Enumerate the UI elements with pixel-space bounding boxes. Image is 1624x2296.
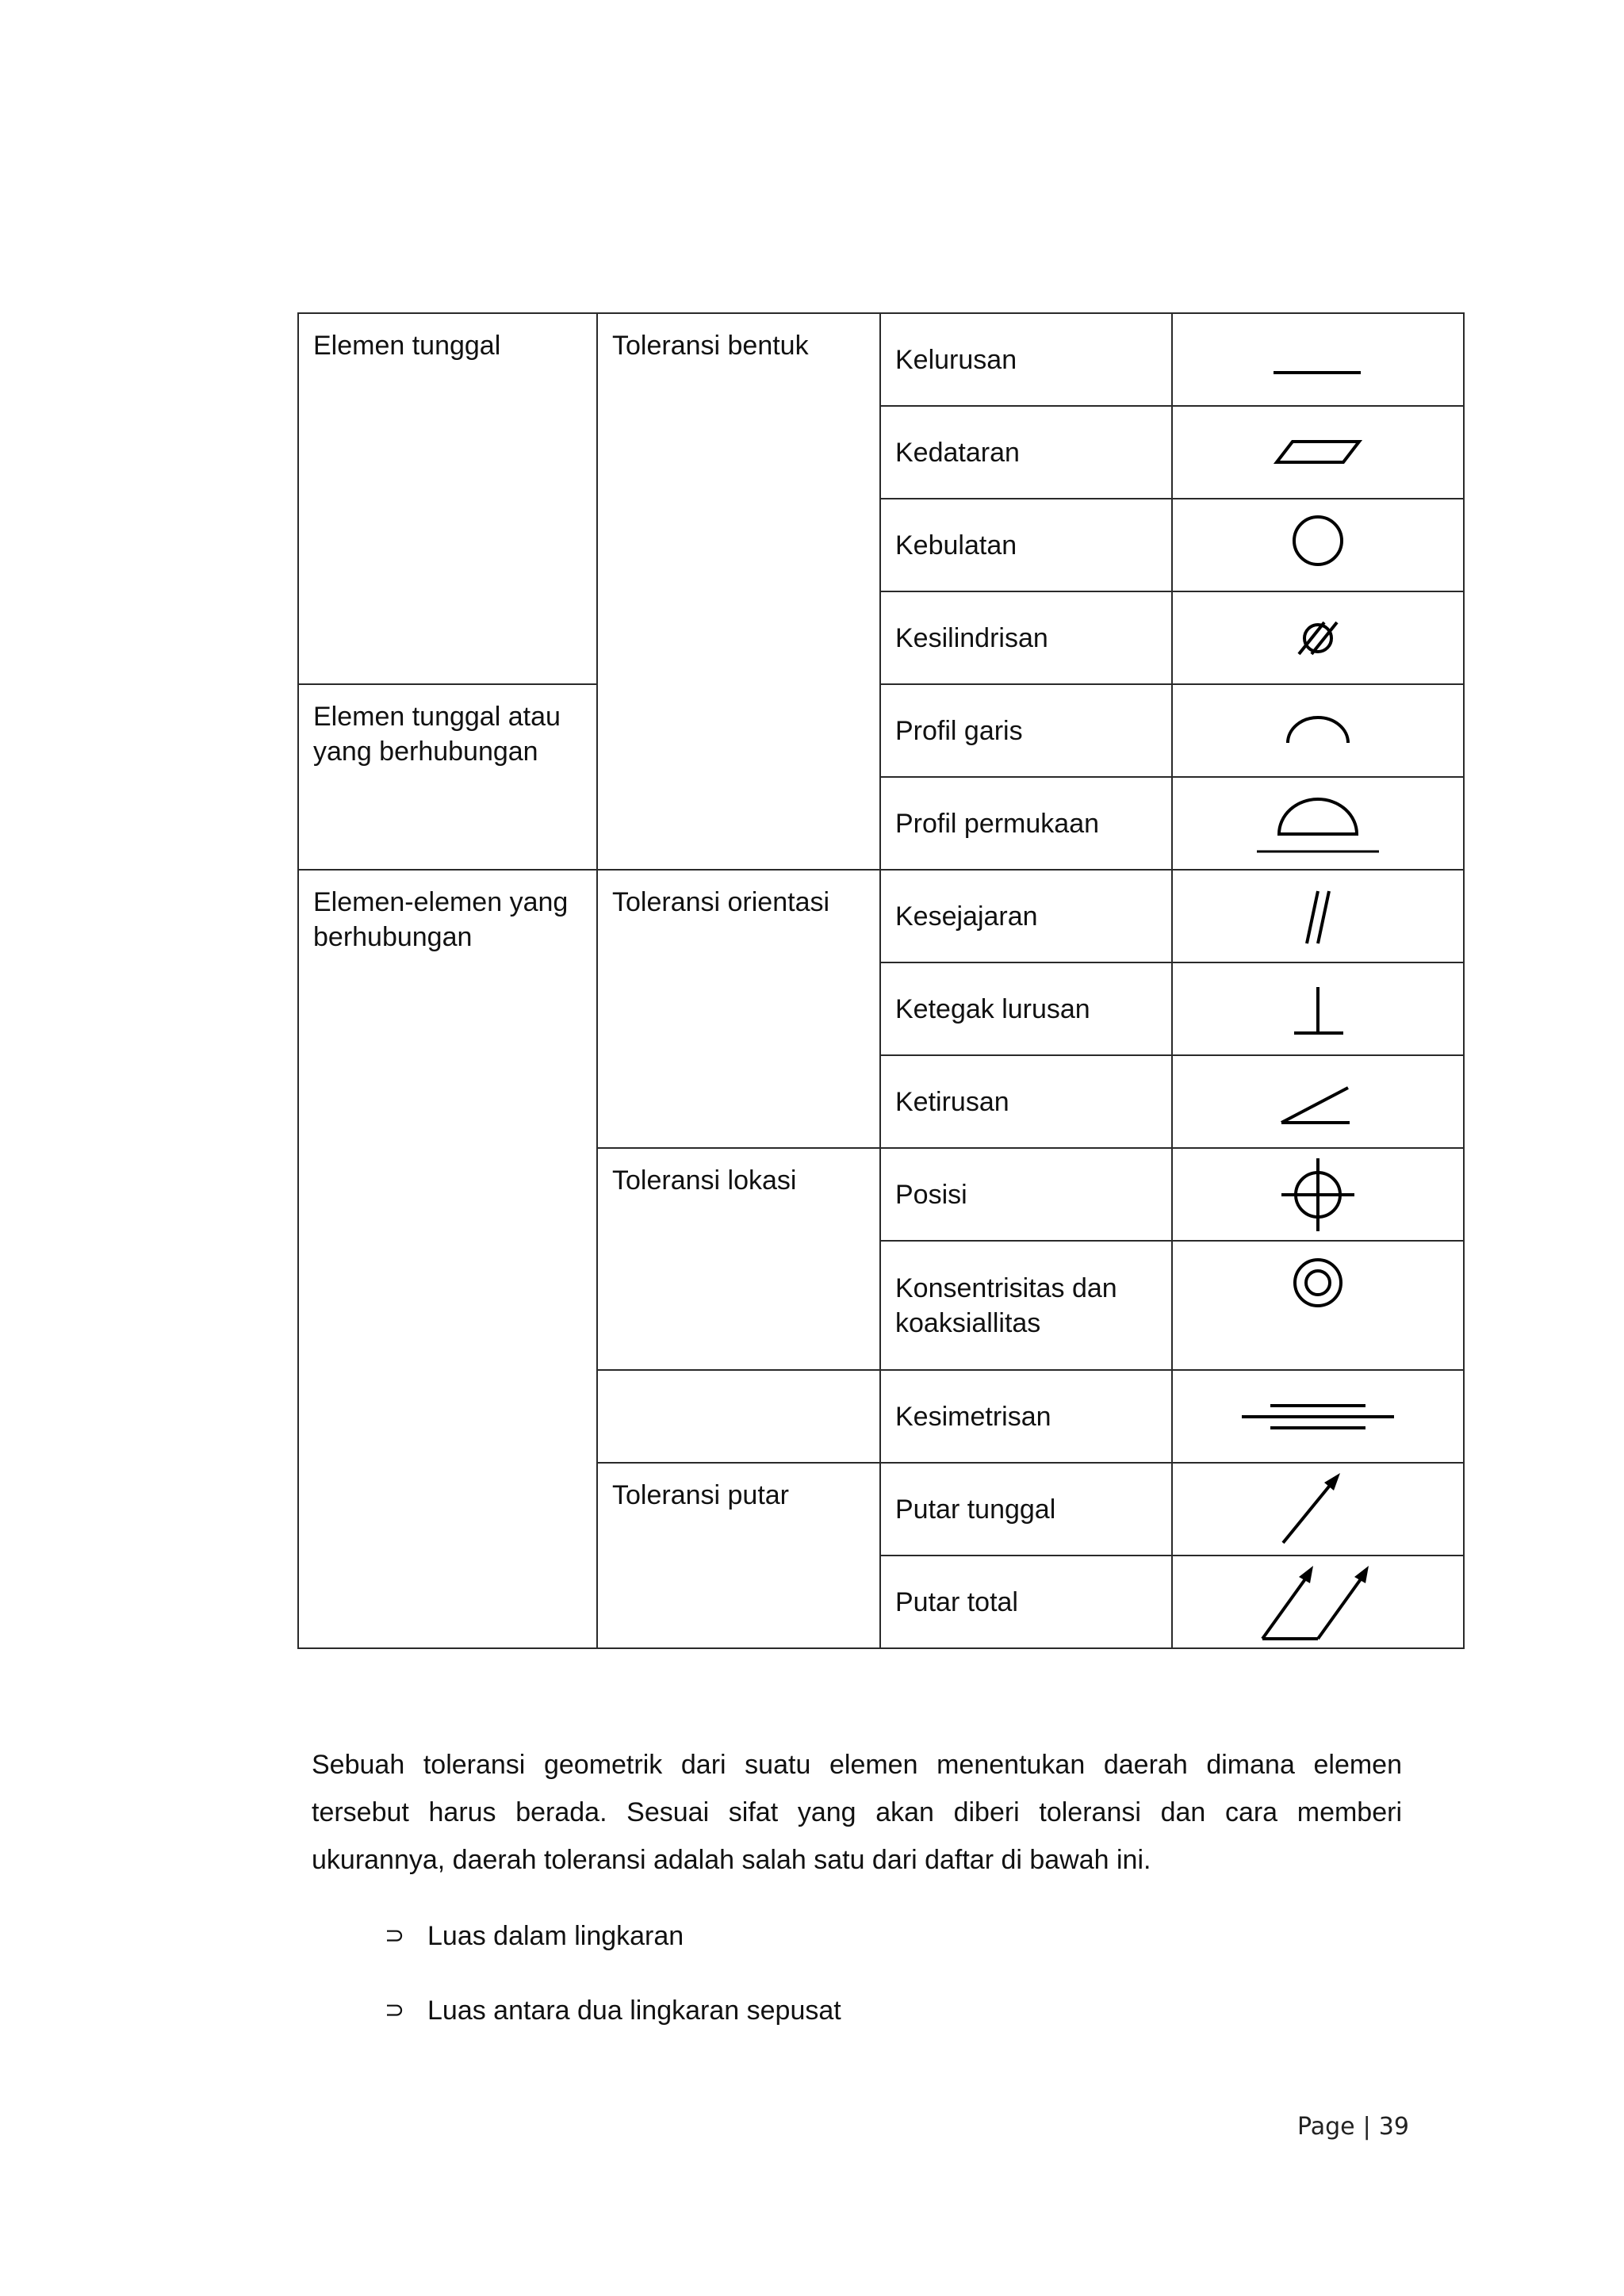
category-cell xyxy=(298,870,597,1648)
characteristic-cell xyxy=(880,1370,1172,1463)
bullet-item xyxy=(385,1993,841,2030)
group-label: Toleransi bentuk xyxy=(612,331,809,361)
tolerance-symbol-table xyxy=(297,312,1465,1649)
symbol-cell xyxy=(1172,406,1464,499)
position-icon xyxy=(1270,1155,1365,1234)
characteristic-cell xyxy=(880,870,1172,962)
characteristic-cell xyxy=(880,591,1172,684)
characteristic-cell xyxy=(880,499,1172,591)
characteristic-label: Kedataran xyxy=(895,437,1020,468)
characteristic-label: Putar tunggal xyxy=(895,1494,1056,1525)
group-label: Toleransi orientasi xyxy=(612,887,830,917)
characteristic-cell xyxy=(880,1055,1172,1148)
group-cell xyxy=(597,313,880,870)
symmetry-icon xyxy=(1239,1393,1397,1441)
symbol-cell xyxy=(1172,1370,1464,1463)
circular-runout-icon xyxy=(1270,1470,1365,1549)
straightness-icon xyxy=(1270,336,1365,384)
characteristic-cell xyxy=(880,1463,1172,1556)
characteristic-label: Konsentrisitas dan koaksiallitas xyxy=(895,1272,1117,1338)
characteristic-label: Profil garis xyxy=(895,715,1023,746)
characteristic-cell xyxy=(880,1148,1172,1241)
angularity-icon xyxy=(1270,1070,1365,1134)
symbol-cell xyxy=(1172,1556,1464,1648)
characteristic-label: Kesejajaran xyxy=(895,901,1038,932)
concentricity-icon xyxy=(1270,1253,1365,1316)
characteristic-label: Kesimetrisan xyxy=(895,1401,1051,1432)
characteristic-cell xyxy=(880,684,1172,777)
characteristic-cell xyxy=(880,1556,1172,1648)
category-cell xyxy=(298,313,597,684)
surface-profile-icon xyxy=(1251,788,1385,859)
symbol-cell xyxy=(1172,1055,1464,1148)
symbol-cell xyxy=(1172,777,1464,870)
parallelism-icon xyxy=(1270,885,1365,948)
symbol-cell xyxy=(1172,962,1464,1055)
symbol-cell xyxy=(1172,684,1464,777)
flatness-icon xyxy=(1270,429,1365,476)
bullet-text: Luas dalam lingkaran xyxy=(427,1921,684,1951)
category-label: Elemen tunggal xyxy=(313,331,501,361)
cylindricity-icon xyxy=(1270,614,1365,662)
curved-arrow-bullet-icon: ⊃ xyxy=(385,1923,405,1949)
symbol-cell xyxy=(1172,870,1464,962)
characteristic-cell xyxy=(880,406,1172,499)
category-cell xyxy=(298,684,597,870)
line-profile-icon xyxy=(1270,703,1365,759)
characteristic-cell xyxy=(880,962,1172,1055)
symbol-cell xyxy=(1172,591,1464,684)
characteristic-label: Posisi xyxy=(895,1179,967,1210)
characteristic-label: Ketegak lurusan xyxy=(895,993,1090,1024)
characteristic-cell xyxy=(880,313,1172,406)
page-footer xyxy=(1297,2113,1409,2141)
category-label: Elemen tunggal atau yang berhubungan xyxy=(313,702,561,767)
symbol-cell xyxy=(1172,1463,1464,1556)
characteristic-label: Kesilindrisan xyxy=(895,622,1048,653)
group-label: Toleransi putar xyxy=(612,1480,790,1510)
group-cell xyxy=(597,1148,880,1370)
total-runout-icon xyxy=(1254,1563,1381,1642)
characteristic-label: Kebulatan xyxy=(895,530,1017,561)
bullet-item xyxy=(385,1919,684,1955)
category-label: Elemen-elemen yang berhubungan xyxy=(313,887,569,952)
characteristic-label: Profil permukaan xyxy=(895,808,1100,839)
body-paragraph: Sebuah toleransi geometrik dari suatu elemen menentukan daerah dimana elemen tersebut harus berada. Sesuai sifat yang akan diberi toleransi dan cara memberi ukurannya, daerah toleransi adalah salah satu dari daftar di bawah ini. xyxy=(312,1750,1402,1875)
page-label: Page xyxy=(1297,2113,1355,2141)
footer-separator: | xyxy=(1362,2113,1371,2141)
characteristic-label: Putar total xyxy=(895,1586,1018,1617)
group-cell xyxy=(597,1463,880,1648)
bullet-text: Luas antara dua lingkaran sepusat xyxy=(427,1996,841,2026)
group-cell xyxy=(597,1370,880,1463)
characteristic-label: Ketirusan xyxy=(895,1086,1009,1117)
curved-arrow-bullet-icon: ⊃ xyxy=(385,1997,405,2023)
page-number: 39 xyxy=(1378,2113,1409,2141)
symbol-cell xyxy=(1172,313,1464,406)
characteristic-label: Kelurusan xyxy=(895,344,1017,375)
symbol-cell xyxy=(1172,499,1464,591)
characteristic-cell xyxy=(880,1241,1172,1370)
circularity-icon xyxy=(1270,514,1365,577)
group-cell xyxy=(597,870,880,1148)
symbol-cell xyxy=(1172,1148,1464,1241)
perpendicularity-icon xyxy=(1270,978,1365,1041)
characteristic-cell xyxy=(880,777,1172,870)
group-label: Toleransi lokasi xyxy=(612,1165,797,1196)
symbol-cell xyxy=(1172,1241,1464,1370)
